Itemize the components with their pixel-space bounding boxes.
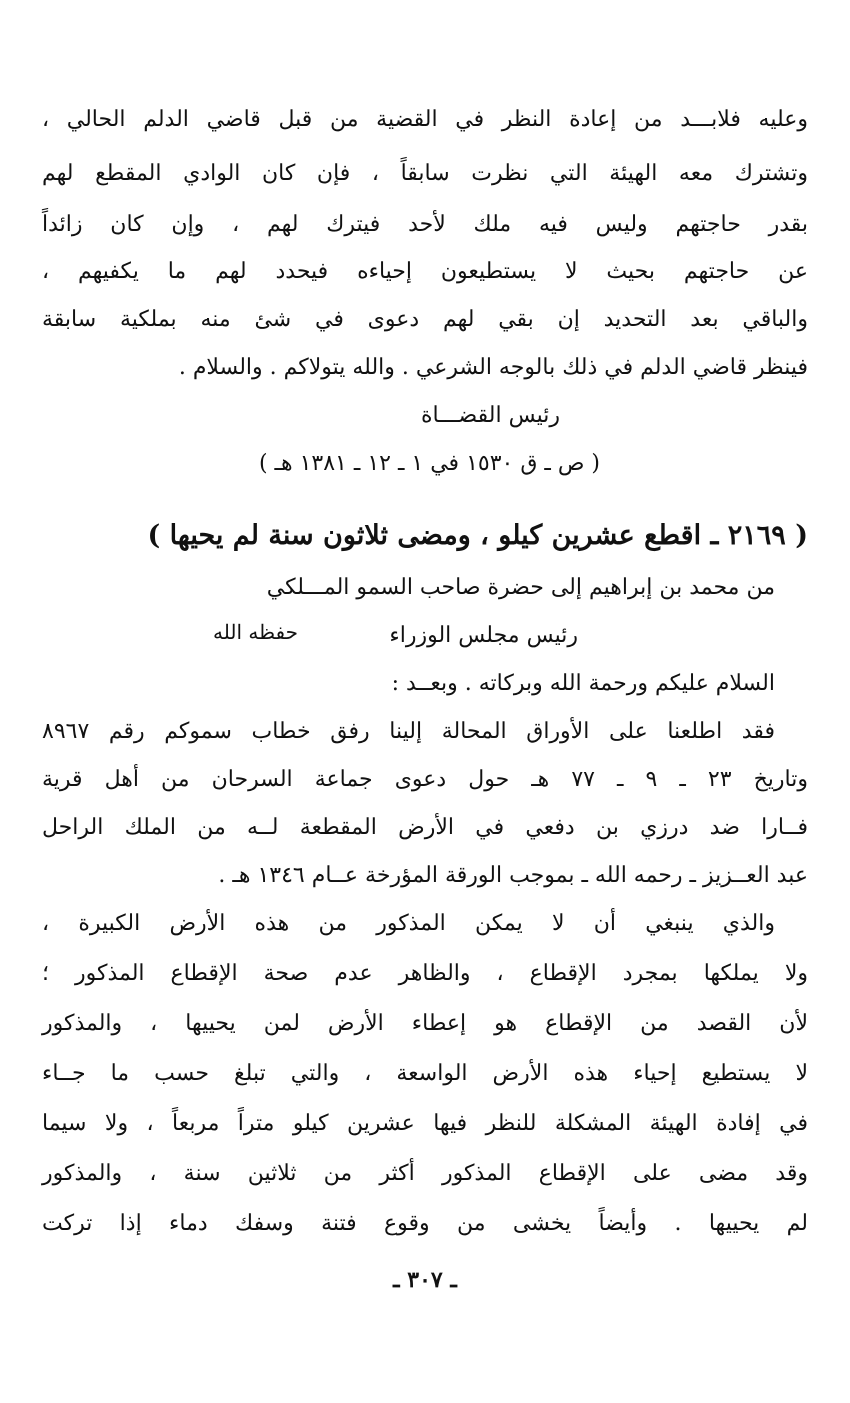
body-line-3: فــارا ضد درزي بن دفعي في الأرض المقطعة لــه من الملك الراحل [42,815,808,840]
body-line-1: فقد اطلعنا على الأوراق المحالة إلينا رفق خطاب سموكم رقم ٨٩٦٧ [42,719,775,744]
continuation-line-3: بقدر حاجتهم وليس فيه ملك لأحد فيترك لهم ، وإن كان زائداً [42,212,808,237]
addressee-line: من محمد بن إبراهيم إلى حضرة صاحب السمو المـــلكي [266,575,775,600]
continuation-line-6: فينظر قاضي الدلم في ذلك بالوجه الشرعي . والله يتولاكم . والسلام . [178,355,808,380]
addressee-blessing: حفظه الله [213,620,298,644]
body-line-9: في إفادة الهيئة المشكلة للنظر فيها عشرين كيلو متراً مربعاً ، ولا سيما [42,1111,808,1136]
body-line-5: والذي ينبغي أن لا يمكن المذكور من هذه الأرض الكبيرة ، [42,911,775,936]
continuation-line-5: والباقي بعد التحديد إن بقي لهم دعوى في شئ منه بملكية سابقة [42,307,808,332]
section-title: ( ٢١٦٩ ـ اقطع عشرين كيلو ، ومضى ثلاثون سنة لم يحيها ) [147,520,808,551]
body-line-2: وتاريخ ٢٣ ـ ٩ ـ ٧٧ هـ حول دعوى جماعة السرحان من أهل قرية [42,767,808,792]
body-line-6: ولا يملكها بمجرد الإقطاع ، والظاهر عدم صحة الإقطاع المذكور ؛ [42,961,808,986]
body-line-11: لم يحييها . وأيضاً يخشى من وقوع فتنة وسفك دماء إذا تركت [42,1211,808,1236]
page-number: ـ ٣٠٧ ـ [393,1267,457,1293]
continuation-line-2: وتشترك معه الهيئة التي نظرت سابقاً ، فإن كان الوادي المقطع لهم [42,161,808,186]
body-line-4: عبد العــزيز ـ رحمه الله ـ بموجب الورقة المؤرخة عــام ١٣٤٦ هـ . [218,863,808,888]
addressee-title: رئيس مجلس الوزراء [389,623,578,648]
body-line-7: لأن القصد من الإقطاع هو إعطاء الأرض لمن يحييها ، والمذكور [42,1011,808,1036]
body-line-10: وقد مضى على الإقطاع المذكور أكثر من ثلاثين سنة ، والمذكور [42,1161,808,1186]
continuation-line-4: عن حاجتهم بحيث لا يستطيعون إحياءه فيحدد لهم ما يكفيهم ، [42,259,808,284]
signature-title: رئيس القضـــاة [420,403,560,428]
greeting-line: السلام عليكم ورحمة الله وبركاته . وبعــد : [391,671,775,696]
continuation-line-1: وعليه فلابـــد من إعادة النظر في القضية من قبل قاضي الدلم الحالي ، [42,107,808,132]
reference-note: ( ص ـ ق ١٥٣٠ في ١ ـ ١٢ ـ ١٣٨١ هـ ) [258,451,600,476]
body-line-8: لا يستطيع إحياء هذه الأرض الواسعة ، والتي تبلغ حسب ما جــاء [42,1061,808,1086]
